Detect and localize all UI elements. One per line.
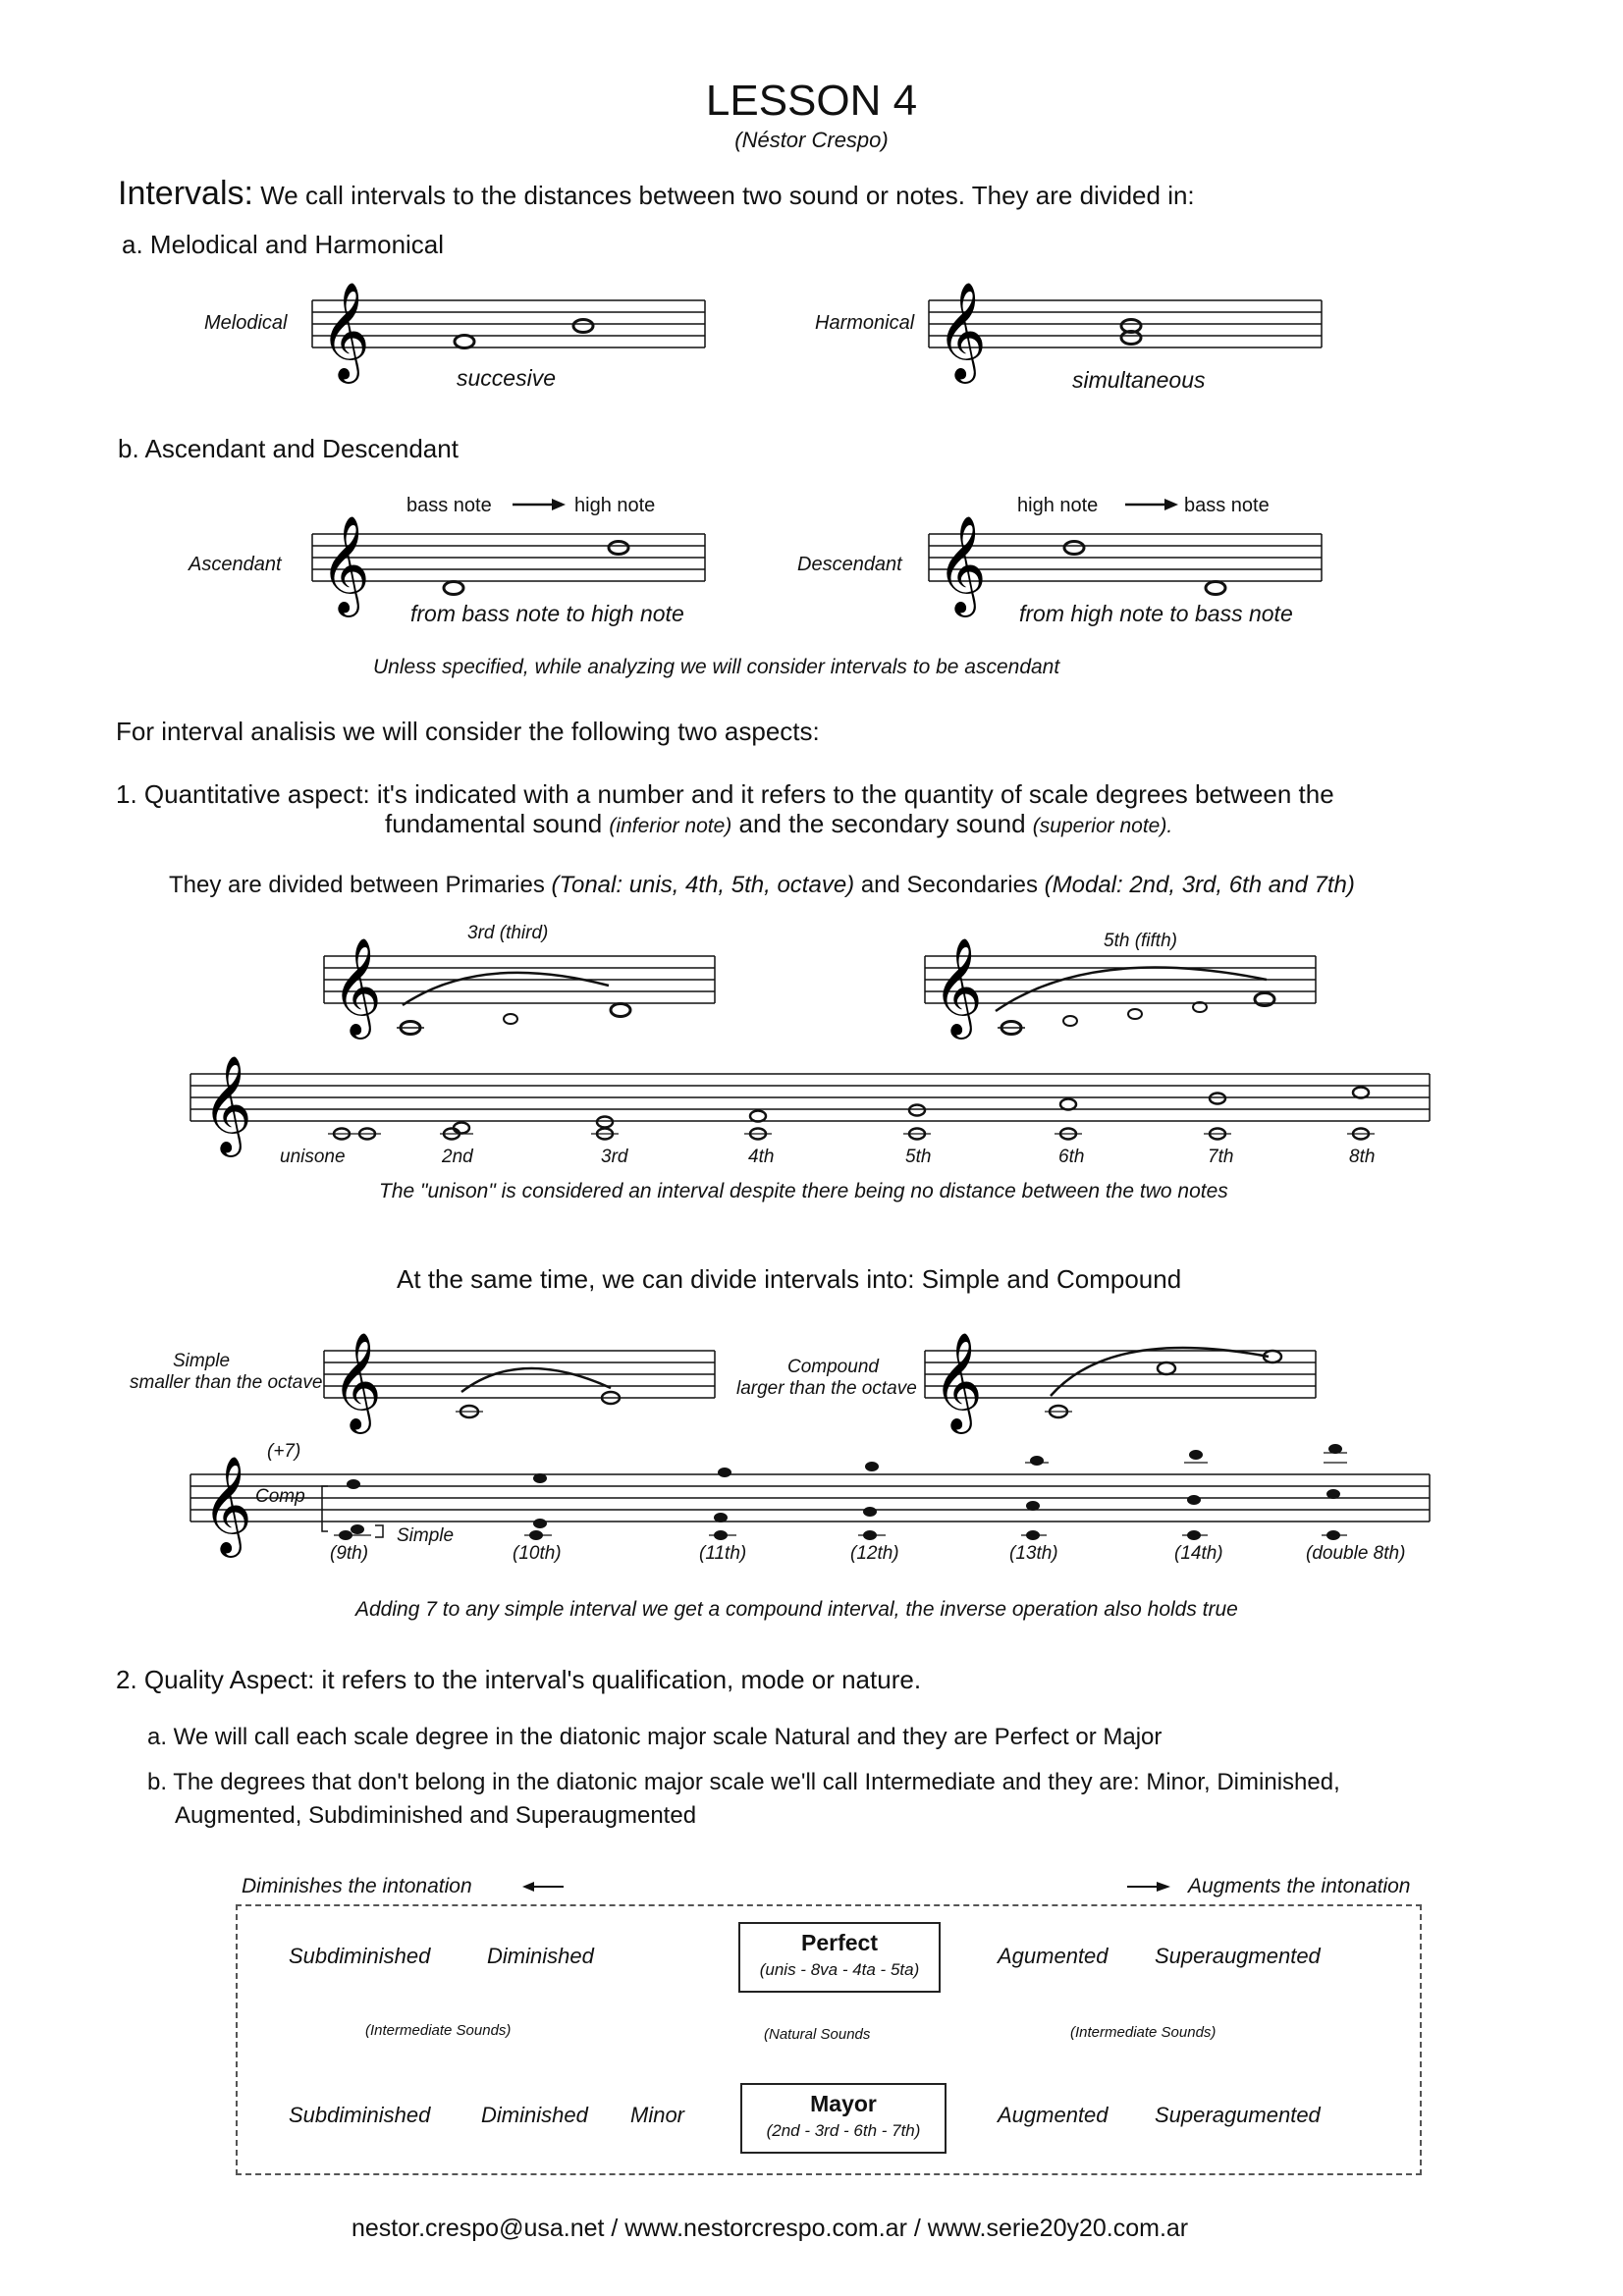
- svg-text:𝄞: 𝄞: [320, 515, 370, 614]
- quantitative-line2: [385, 809, 1172, 839]
- author: (Néstor Crespo): [734, 128, 889, 152]
- intervals-staff: [190, 1055, 1437, 1168]
- secondaries-text: and Secondaries: [860, 872, 1038, 898]
- primaries-detail: (Tonal: unis, 4th, 5th, octave): [551, 872, 855, 898]
- compound-label-13th: (13th): [1009, 1543, 1058, 1564]
- page-title: LESSON 4: [705, 77, 918, 125]
- augments-label: Augments the intonation: [1188, 1875, 1411, 1897]
- quantitative-line1: 1. Quantitative aspect: it's indicated with a number and it refers to the quantity of scale degrees between the: [116, 779, 1334, 809]
- mayor-box: [740, 2083, 947, 2154]
- harmonical-label: Harmonical: [815, 312, 915, 334]
- simple-title: Simple: [173, 1351, 231, 1371]
- interval-label-7th: 7th: [1208, 1147, 1234, 1167]
- melodical-label: Melodical: [204, 312, 288, 334]
- interval-label-3rd: 3rd: [601, 1147, 628, 1167]
- svg-text:𝄞: 𝄞: [202, 1456, 252, 1554]
- compound-label-12th: (12th): [850, 1543, 899, 1564]
- intro-term: Intervals:: [118, 175, 253, 212]
- row1-superaugmented: Superaugmented: [1155, 1944, 1321, 1968]
- melodical-caption: succesive: [457, 365, 556, 391]
- plus7-label: (+7): [267, 1441, 301, 1462]
- simple-label: [122, 1351, 338, 1394]
- compound-label-14th: (14th): [1174, 1543, 1223, 1564]
- secondaries-detail: (Modal: 2nd, 3rd, 6th and 7th): [1044, 872, 1355, 898]
- simple-small-label: Simple: [397, 1525, 455, 1546]
- compound-label-9th: (9th): [330, 1543, 369, 1564]
- compound-title: Compound: [787, 1357, 879, 1377]
- interval-label-5th: 5th: [905, 1147, 932, 1167]
- ascendant-label: Ascendant: [189, 554, 282, 575]
- perfect-box: [738, 1922, 941, 1993]
- compound-sub: larger than the octave: [736, 1378, 917, 1399]
- compound-label-10th: (10th): [513, 1543, 562, 1564]
- mayor-sub: (2nd - 3rd - 6th - 7th): [766, 2121, 921, 2140]
- svg-text:𝄞: 𝄞: [332, 1332, 382, 1430]
- compound-label: [736, 1357, 917, 1400]
- fundamental-text: fundamental sound: [385, 809, 603, 838]
- row2-superaugmented: Superagumented: [1155, 2103, 1321, 2127]
- row1-augmented: Agumented: [998, 1944, 1109, 1968]
- compound-intervals-staff: [190, 1456, 1437, 1569]
- ascendant-note: Unless specified, while analyzing we will consider intervals to be ascendant: [373, 656, 1060, 678]
- intro-paragraph: [118, 175, 1195, 213]
- simple-staff: [324, 1332, 721, 1445]
- interval-label-2nd: 2nd: [442, 1147, 473, 1167]
- desc-to-label: bass note: [1184, 495, 1270, 516]
- arrow-right-icon: [1125, 497, 1180, 512]
- svg-text:𝄞: 𝄞: [933, 1332, 983, 1430]
- row1-subdiminished: Subdiminished: [289, 1944, 431, 1968]
- svg-text:𝄞: 𝄞: [320, 282, 370, 380]
- arrow-right-icon: [513, 497, 568, 512]
- analysis-intro: For interval analisis we will consider the following two aspects:: [116, 717, 820, 746]
- svg-text:𝄞: 𝄞: [933, 937, 983, 1036]
- fifth-label: 5th (fifth): [1104, 931, 1177, 951]
- division-line: [169, 872, 1355, 899]
- desc-from-label: high note: [1017, 495, 1099, 516]
- perfect-label: Perfect: [801, 1930, 878, 1955]
- compound-staff: [925, 1332, 1322, 1445]
- asc-caption: from bass note to high note: [410, 601, 684, 626]
- natural-label: (Natural Sounds: [764, 2026, 871, 2043]
- comp-label: Comp: [255, 1486, 305, 1507]
- third-staff: [324, 937, 721, 1050]
- footer-links[interactable]: nestor.crespo@usa.net / www.nestorcrespo.com.ar / www.serie20y20.com.ar: [352, 2215, 1189, 2242]
- svg-text:𝄞: 𝄞: [202, 1055, 252, 1153]
- third-label: 3rd (third): [467, 923, 549, 943]
- row2-minor: Minor: [630, 2103, 685, 2127]
- interval-label-8th: 8th: [1349, 1147, 1376, 1167]
- perfect-sub: (unis - 8va - 4ta - 5ta): [759, 1960, 920, 1979]
- section-a-heading: a. Melodical and Harmonical: [122, 230, 445, 259]
- secondary-text: and the secondary sound: [738, 809, 1026, 838]
- svg-text:𝄞: 𝄞: [937, 282, 987, 380]
- compound-label-11th: (11th): [699, 1543, 747, 1564]
- compound-label-double-8th: (double 8th): [1306, 1543, 1406, 1564]
- descendant-label: Descendant: [797, 554, 902, 575]
- section-b-heading: b. Ascendant and Descendant: [118, 434, 459, 463]
- asc-from-label: bass note: [406, 495, 492, 516]
- diminishes-label: Diminishes the intonation: [242, 1875, 472, 1897]
- interval-label-unisone: unisone: [280, 1147, 346, 1167]
- arrow-left-icon: [520, 1879, 566, 1895]
- arrow-right-icon: [1127, 1879, 1172, 1895]
- quality-item-b-2: Augmented, Subdiminished and Superaugmented: [175, 1802, 697, 1829]
- row1-diminished: Diminished: [487, 1944, 594, 1968]
- quality-item-a: a. We will call each scale degree in the diatonic major scale Natural and they are Perfect or Major: [147, 1724, 1163, 1750]
- simple-compound-heading: At the same time, we can divide intervals into: Simple and Compound: [397, 1264, 1182, 1294]
- desc-caption: from high note to bass note: [1019, 601, 1293, 626]
- intro-text: We call intervals to the distances between two sound or notes. They are divided in:: [260, 181, 1195, 210]
- simple-sub: smaller than the octave: [130, 1372, 323, 1393]
- interval-label-4th: 4th: [748, 1147, 775, 1167]
- superior-note-text: (superior note).: [1032, 815, 1173, 837]
- compound-note: Adding 7 to any simple interval we get a compound interval, the inverse operation also holds true: [355, 1598, 1238, 1621]
- intermediate-left-label: (Intermediate Sounds): [365, 2022, 512, 2039]
- quality-item-b-1: b. The degrees that don't belong in the diatonic major scale we'll call Intermediate and they are: Minor, Diminished,: [147, 1769, 1340, 1795]
- row2-subdiminished: Subdiminished: [289, 2103, 431, 2127]
- primaries-text: They are divided between Primaries: [169, 872, 545, 898]
- intermediate-right-label: (Intermediate Sounds): [1070, 2024, 1217, 2041]
- row2-augmented: Augmented: [998, 2103, 1109, 2127]
- mayor-label: Mayor: [810, 2091, 877, 2116]
- asc-to-label: high note: [574, 495, 656, 516]
- unison-note: The "unison" is considered an interval despite there being no distance between the two notes: [379, 1180, 1228, 1202]
- interval-label-6th: 6th: [1058, 1147, 1085, 1167]
- svg-text:𝄞: 𝄞: [332, 937, 382, 1036]
- harmonical-caption: simultaneous: [1072, 367, 1206, 393]
- quality-heading: 2. Quality Aspect: it refers to the interval's qualification, mode or nature.: [116, 1665, 922, 1694]
- inferior-note-text: (inferior note): [609, 815, 732, 837]
- row2-diminished: Diminished: [481, 2103, 588, 2127]
- svg-text:𝄞: 𝄞: [937, 515, 987, 614]
